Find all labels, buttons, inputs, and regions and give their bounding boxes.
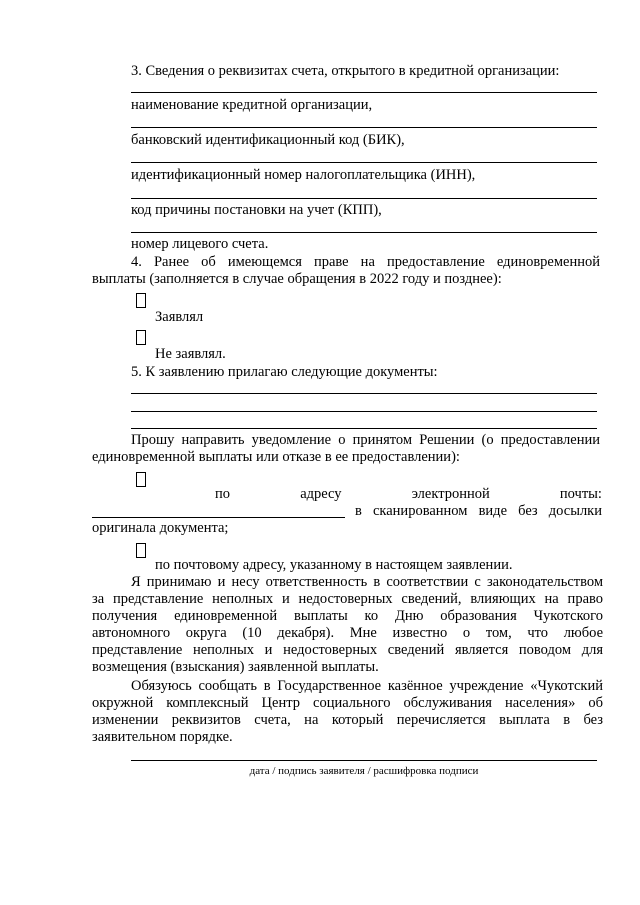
inn-line[interactable] [131, 162, 597, 163]
obligation-line-1: Обязуюсь сообщать в Государственное казённое учреждение «Чукотский [131, 678, 603, 694]
responsibility-line-1: Я принимаю и несу ответственность в соответствии с законодательством [131, 574, 603, 590]
documents-line-2[interactable] [131, 411, 597, 412]
responsibility-line-5: представление неполных и недостоверных сведений является поводом для [92, 642, 603, 658]
signature-line[interactable] [131, 760, 597, 761]
section4-line2: выплаты (заполняется в случае обращения в 2022 году и позднее): [92, 271, 502, 287]
obligation-line-2: окружной комплексный Центр социального обслуживания населения» об [92, 695, 603, 711]
documents-line-1[interactable] [131, 393, 597, 394]
kpp-label: код причины постановки на учет (КПП), [131, 202, 382, 218]
bik-label: банковский идентификационный код (БИК), [131, 132, 405, 148]
email-word-2: адресу [300, 486, 342, 502]
email-word-1: по [215, 486, 231, 502]
post-option-label: по почтовому адресу, указанному в настоящем заявлении. [155, 557, 513, 573]
bank-name-label: наименование кредитной организации, [131, 97, 373, 113]
claimed-checkbox[interactable] [136, 293, 146, 308]
claimed-label: Заявлял [155, 309, 204, 325]
email-address-line[interactable] [92, 517, 345, 518]
email-word-3: электронной [411, 486, 490, 502]
signature-caption: дата / подпись заявителя / расшифровка подписи [249, 765, 479, 777]
email-checkbox[interactable] [136, 472, 146, 487]
obligation-line-3: изменении реквизитов счета, на который перечисляется выплата в без [92, 712, 603, 728]
email-word-4: почты: [559, 486, 602, 502]
account-label: номер лицевого счета. [131, 236, 269, 252]
email-option-tail: в сканированном виде без досылки [355, 503, 602, 519]
responsibility-line-2: за представление неполных и недостоверных сведений, влияющих на право [92, 591, 603, 607]
notify-line2: единовременной выплаты или отказе в ее предоставлении): [92, 449, 460, 465]
responsibility-line-3: получения единовременной выплаты ко Дню образования Чукотского [92, 608, 603, 624]
responsibility-line-6: возмещения (взыскания) заявленной выплаты. [92, 659, 379, 675]
obligation-line-4: заявительном порядке. [92, 729, 233, 745]
account-line[interactable] [131, 232, 597, 233]
section3-heading: 3. Сведения о реквизитах счета, открытого в кредитной организации: [131, 63, 560, 79]
documents-line-3[interactable] [131, 428, 597, 429]
inn-label: идентификационный номер налогоплательщика (ИНН), [131, 167, 476, 183]
not-claimed-checkbox[interactable] [136, 330, 146, 345]
notify-line1: Прошу направить уведомление о принятом Решении (о предоставлении [131, 432, 600, 448]
responsibility-line-4: автономного округа (10 декабря). Мне известно о том, что любое [92, 625, 603, 641]
post-checkbox[interactable] [136, 543, 146, 558]
kpp-line[interactable] [131, 198, 597, 199]
email-option-row [215, 486, 602, 503]
email-option-line3: оригинала документа; [92, 520, 229, 536]
not-claimed-label: Не заявлял. [155, 346, 226, 362]
bank-name-line[interactable] [131, 92, 597, 93]
bik-line[interactable] [131, 127, 597, 128]
section5-heading: 5. К заявлению прилагаю следующие документы: [131, 364, 438, 380]
section4-line1: 4. Ранее об имеющемся праве на предоставление единовременной [131, 254, 600, 270]
